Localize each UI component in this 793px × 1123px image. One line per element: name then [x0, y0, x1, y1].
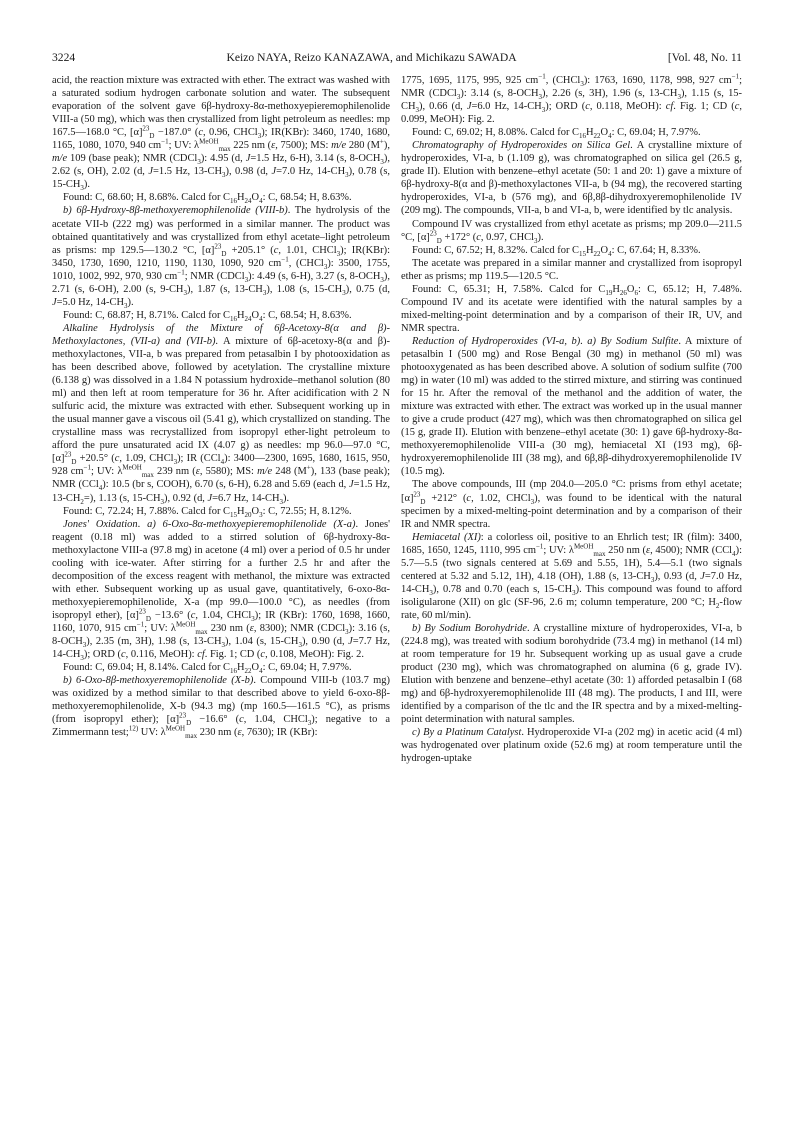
- paragraph: Found: C, 65.31; H, 7.58%. Calcd for $C_{19}H_{26}O_6$: C, 65.12; H, 7.48%. Compound IV and its acetate were identified with the natural samples by a mixed-melting-point determination and by a comparison of their IR, UV, and NMR spectra.: [401, 283, 742, 334]
- paragraph: b) 6β-Hydroxy-8β-methoxyeremophilenolide (VIII-b). The hydrolysis of the acetate VII-b (222 mg) was performed in a similar manner. The product was obtained quantitatively and was crystallized from ethyl acetate–light petroleum as prisms: mp 129.5—130.2 °C, $[\alpha]^{23}_D +205.1^\circ$ (c, 1.01, CHCl$_3$); IR(KBr): 3450, 1730, 1690, 1210, 1190, 1130, 1090, 920 $cm^{-1}$, (CHCl$_3$): 3500, 1755, 1010, 1002, 992, 970, 930 $cm^{-1}$; NMR (CDCl$_3$): 4.49 (s, 6-H), 3.27 (s, $8-OCH_3$), 2.71 (s, 6-OH), 2.00 (s, $9-CH_3$), 1.87 (s, $13-CH_3$), 1.08 (s, $15-CH_3$), 0.75 (d, J=5.0 Hz, $14-CH_3$).: [52, 205, 391, 310]
- page-number: 3224: [52, 51, 76, 64]
- left-column: [52, 74, 390, 739]
- paragraph: Jones' Oxidation. a) 6-Oxo-8α-methoxyepieremophilenolide (X-a). Jones' reagent (0.18 ml) was added to a stirred solution of 6β-hydroxy-8α-methoxylactone VIII-a (97.8 mg) in acetone (4 ml) over a period of 0.5 hr under cooling with ice-water. After stirring for a further 2.5 hr and after the decomposition of the excess reagent with methanol, the mixture was extracted with ether. Subsequent working up as usual gave, quantitatively, 6-oxo-8α-methoxyepieremophilenolide, X-a (mp 99.0—100.0 °C), as needles (from isopropyl ether), $[\alpha]^{23}_D -13.6^\circ$ (c, 1.04, CHCl$_3$); IR (KBr): 1760, 1698, 1660, 1160, 1070, 915 $cm^{-1}$; UV: $\lambda^{MeOH}_{max}$ 230 nm (ε, 8300); NMR (CDCl$_3$): 3.16 (s, $8-OCH_3$), 2.35 (m, 3H), 1.98 (s, $13-CH_3$), 1.04 (s, $15-CH_3$), 0.90 (d, J=7.7 Hz, $14-CH_3$); ORD (c, 0.116, MeOH): cf. Fig. 1; CD (c, 0.108, MeOH): Fig. 2.: [52, 518, 390, 663]
- paragraph: The acetate was prepared in a similar manner and crystallized from isopropyl ether as prisms; mp 119.5—120.5 °C.: [401, 257, 742, 282]
- right-column: [401, 74, 742, 765]
- paragraph: Found: C, 72.24; H, 7.88%. Calcd for $C_{15}H_{20}O_3$: C, 72.55; H, 8.12%.: [63, 505, 352, 519]
- paragraph: c) By a Platinum Catalyst. Hydroperoxide VI-a (202 mg) in acetic acid (4 ml) was hydrogenated over platinum oxide (52.6 mg) at room temperature until the hydrogen-uptake: [401, 727, 742, 765]
- paragraph: 1775, 1695, 1175, 995, 925 $cm^{-1}$, (CHCl$_3$): 1763, 1690, 1178, 998, 927 $cm^{-1}$; NMR (CDCl$_3$): 3.14 (s, $8-OCH_3$), 2.26 (s, 3H), 1.96 (s, $13-CH_3$), 1.15 (s, $15-CH_3$), 0.66 (d, J=6.0 Hz, $14-CH_3$); ORD (c, 0.118, MeOH): cf. Fig. 1; CD (c, 0.099, MeOH): Fig. 2.: [401, 72, 742, 126]
- paragraph: Compound IV was crystallized from ethyl acetate as prisms; mp 209.0—211.5 °C, $[\alpha]^{23}_D +172^\circ$ (c, 0.97, CHCl$_3$).: [401, 218, 742, 245]
- paragraph: b) 6-Oxo-8β-methoxyeremophilenolide (X-b). Compound VIII-b (103.7 mg) was oxidized by a method similar to that described above to yield 6-oxo-8β-methoxyeremophilenolide, X-b (94.3 mg) (mp 160.5—161.5 °C), as prisms (from isopropyl ether); $[\alpha]^{23}_D -16.6^\circ$ (c, 1.04, CHCl$_3$); negative to a Zimmermann test;$^{12)}$ UV: $\lambda^{MeOH}_{max}$ 230 nm (ε, 7630); IR (KBr):: [52, 675, 390, 741]
- paragraph: Found: C, 68.60; H, 8.68%. Calcd for $C_{16}H_{24}O_4$: C, 68.54; H, 8.63%.: [63, 192, 352, 206]
- paragraph: Alkaline Hydrolysis of the Mixture of 6β-Acetoxy-8(α and β)-Methoxylactones, (VII-a) and (VII-b). A mixture of 6β-acetoxy-8(α and β)-methoxylactones, VII-a, b was prepared from petasalbin I by photooxidation as has been described above, followed by acetylation. The crystalline mixture (6.138 g) was dissolved in a 1.84 N potassium hydroxide–methanol solution (80 ml) and then left at room temperature for 36 hr. After acidification with 2 N sulfuric acid, the mixture was extracted with ether. Subsequent working up in the usual manner gave a viscous oil (5.41 g), which crystallized on standing. The crystalline mass was recrystallized from isopropyl ether-light petroleum to afford the pure unsaturated acid IX (4.07 g) as needles: mp 96.0—97.0 °C, $[\alpha]^{23}_D +20.5^\circ$ (c, 1.09, CHCl$_3$); IR (CCl$_4$): 3400—2300, 1695, 1680, 1615, 950, 928 $cm^{-1}$; UV: $\lambda^{MeOH}_{max}$ 239 nm (ε, 5580); MS: m/e 248 (M+), 133 (base peak); NMR (CCl$_4$): 10.5 (br s, COOH), 6.70 (s, 6-H), 6.28 and 5.69 (each d, J=1.5 Hz, $13-CH_2=$), 1.13 (s, $15-CH_3$), 0.92 (d, J=6.7 Hz, $14-CH_3$).: [52, 322, 390, 506]
- paragraph: b) By Sodium Borohydride. A crystalline mixture of hydroperoxides, VI-a, b (224.8 mg), was treated with sodium borohydride (73.4 mg) in methanol (14 ml) at room temperature for 19 hr. Subsequent working up as usual gave a crude product (230 mg), which was chromatographed on alumina (6 g, grade IV). Elution with benzene and benzene–ethyl acetate (30: 1) afforded petasalbin I (68 mg) and 6β-hydroxyeremophilenolide III (48 mg). The products, I and III, were identified by a comparison of the tlc and the IR spectra and by a mixed-melting-point determination with natural samples.: [401, 622, 742, 726]
- journal-volume: [Vol. 48, No. 11: [667, 51, 742, 64]
- paragraph: Reduction of Hydroperoxides (VI-a, b). a) By Sodium Sulfite. A mixture of petasalbin I (500 mg) and Rose Bengal (30 mg) in methanol (50 ml) was photooxygenated as has been described above. A solution of sodium sulfite (700 mg) in water (10 ml) was added to the stirred mixture, and stirring was continued for 15 hr. After the removal of the methanol and the addition of water, the mixture was extracted with ether. The extract was worked up in the usual manner to give a crude product (427 mg), which was then chromatographed on silica gel (15 g, grade II). Elution with benzene–ethyl acetate (30: 1) gave 6β-hydroxy-8α-methoxyeremophilenolide VIII-a (30 mg), hemiacetal XI (193 mg), 6β-hydroxyeremophilenolide III (38 mg), and 6β,8β-dihydroxyeremophilenolide IV (10.5 mg).: [401, 335, 743, 478]
- paragraph: Chromatography of Hydroperoxides on Silica Gel. A crystalline mixture of hydroperoxides, VI-a, b (1.109 g), was chromatographed on silica gel (26.5 g, grade II). Elution with benzene–ethyl acetate (50: 1 and 20: 1) gave a mixture of 6β-hydroxy-8(α and β)-methoxylactones VII-a, b (94 mg), the recovered starting hydroperoxides, VI-a, b (576 mg), and 6β,8β-dihydroxyeremophilenolide IV (209 mg). The compounds, VII-a, b and VI-a, b, were identified by tlc analysis.: [401, 140, 742, 217]
- paragraph: Hemiacetal (XI): a colorless oil, positive to an Ehrlich test; IR (film): 3400, 1685, 1650, 1245, 1110, 995 $cm^{-1}$; UV: $\lambda^{MeOH}_{max}$ 250 nm (ε, 4500); NMR (CCl$_4$): 5.7—5.5 (two signals centered at 5.69 and 5.55, 1H), 5.4—5.1 (two signals centered at 5.32 and 5.12, 1H), 4.18 (OH), 1.88 (s, $13-CH_3$), 0.93 (d, J=7.0 Hz, $14-CH_3$), 0.78 and 0.70 (each s, $15-CH_3$). This compound was found to afford isoligularone (XII) on glc (SF-96, 2.6 m; column temperature, 200 °C; $H_2$-flow rate, 60 ml/min).: [401, 531, 743, 621]
- paragraph: Found: C, 69.02; H, 8.08%. Calcd for $C_{16}H_{22}O_4$: C, 69.04; H, 7.97%.: [412, 127, 701, 141]
- running-header: [52, 51, 742, 67]
- paragraph: Found: C, 69.04; H, 8.14%. Calcd for $C_{16}H_{22}O_4$: C, 69.04; H, 7.97%.: [63, 662, 352, 676]
- paragraph: acid, the reaction mixture was extracted with ether. The extract was washed with a saturated sodium hydrogen carbonate solution and water. The subsequent evaporation of the solvent gave 6β-hydroxy-8α-methoxyepieremophilenolide VIII-a (50 mg), which was then crystallized from light petroleum as needles: mp 167.5—168.0 °C, $[\alpha]^{23}_D -187.0^\circ$ (c, 0.96, CHCl$_3$); IR(KBr): 3460, 1740, 1680, 1165, 1080, 1070, 940 $cm^{-1}$; UV: $\lambda^{MeOH}_{max}$ 225 nm (ε, 7500); MS: m/e 280 (M+), m/e 109 (base peak); NMR (CDCl$_3$): 4.95 (d, J=1.5 Hz, 6-H), 3.14 (s, $8-OCH_3$), 2.62 (s, OH), 2.02 (d, J=1.5 Hz, $13-CH_3$), 0.98 (d, J=7.0 Hz, $14-CH_3$), 0.78 (s, $15-CH_3$).: [52, 75, 390, 193]
- paragraph: Found: C, 68.87; H, 8.71%. Calcd for $C_{16}H_{24}O_4$: C, 68.54; H, 8.63%.: [63, 309, 352, 323]
- author-line: Keizo NAYA, Reizo KANAZAWA, and Michikazu SAWADA: [226, 51, 517, 64]
- paragraph: Found: C, 67.52; H, 8.32%. Calcd for $C_{15}H_{22}O_4$: C, 67.64; H, 8.33%.: [412, 244, 701, 258]
- paragraph: The above compounds, III (mp 204.0—205.0 °C: prisms from ethyl acetate; $[\alpha]^{23}_D +212^\circ$ (c, 1.02, CHCl$_3$), was found to be identical with the natural specimen by a mixed-melting-point determination and by a comparison of their IR and NMR spectra.: [401, 479, 742, 530]
